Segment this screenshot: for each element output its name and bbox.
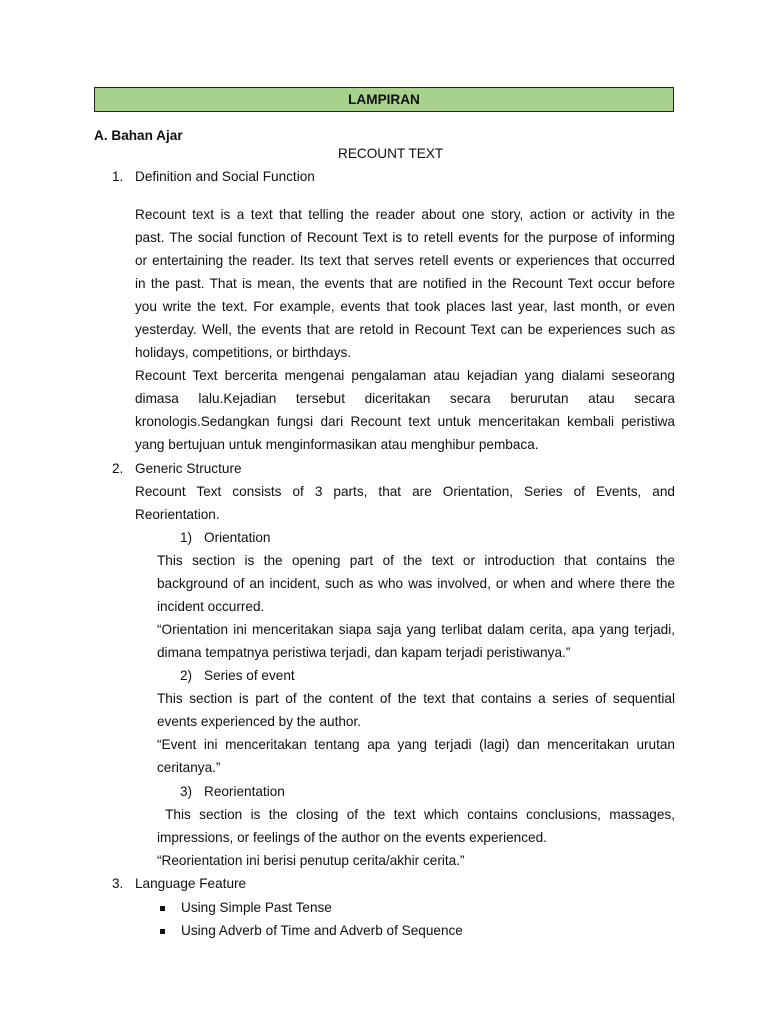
bullet-square-icon [160,929,165,934]
text-line: This section is the closing of the text which contains conclusions, massages, [157,807,675,822]
header-title: LAMPIRAN [348,92,420,107]
item-number: 1. [112,169,124,184]
sub-number: 1) [180,530,193,545]
item-number: 3. [112,876,124,891]
text-line: Recount Text consists of 3 parts, that are Orientation, Series of Events, and [135,484,675,499]
text-line: dimasa lalu.Kejadian tersebut diceritakan secara berurutan atau secara [135,391,675,406]
text-line: in the past. That is mean, the events that are notified in the Recount Text occur before [135,276,675,291]
text-line: past. The social function of Recount Text is to retell events for the purpose of informing [135,230,675,245]
text-line: This section is the opening part of the text or introduction that contains the [157,553,675,568]
text-line: yang bertujuan untuk menginformasikan atau menghibur pembaca. [135,437,539,452]
bullet-text: Using Adverb of Time and Adverb of Sequence [181,923,463,938]
sub-heading: Reorientation [204,784,285,799]
text-line: Reorientation. [135,507,220,522]
sub-heading: Series of event [204,668,295,683]
paragraph-english [135,203,675,364]
text-line: yesterday. Well, the events that are retold in Recount Text can be experiences such as [135,322,675,337]
text-line: “Orientation ini menceritakan siapa saja yang terlibat dalam cerita, apa yang terjadi, [157,622,675,637]
bullet-item [181,923,463,938]
text-line: kronologis.Sedangkan fungsi dari Recount text untuk menceritakan kembali peristiwa [135,414,675,429]
sub-number: 3) [180,784,193,799]
section-label: A. Bahan Ajar [94,128,183,143]
text-line: incident occurred. [157,599,265,614]
item-number: 2. [112,461,124,476]
text-line: Recount text is a text that telling the reader about one story, action or activity in the [135,207,675,222]
text-line: or entertaining the reader. Its text that serves retell events or experiences that occurred [135,253,675,268]
text-line: This section is part of the content of the text that contains a series of sequential [157,691,675,706]
sub-paragraph [157,549,675,664]
text-line: dimana tempatnya peristiwa terjadi, dan kapam terjadi peristiwanya.” [157,645,571,660]
text-line: you write the text. For example, events that took places last year, last month, or even [135,299,675,314]
document-title: RECOUNT TEXT [338,146,444,161]
sub-heading: Orientation [204,530,271,545]
paragraph-intro [135,480,675,526]
paragraph-indonesian [135,364,675,456]
text-line: holidays, competitions, or birthdays. [135,345,352,360]
item-heading: Generic Structure [135,461,242,476]
text-line: ceritanya.” [157,760,221,775]
bullet-text: Using Simple Past Tense [181,900,332,915]
sub-paragraph [157,803,675,872]
text-line: events experienced by the author. [157,714,362,729]
bullet-item [181,900,332,915]
text-line: impressions, or feelings of the author on the events experienced. [157,830,547,845]
text-line: “Reorientation ini berisi penutup cerita/akhir cerita.” [157,853,465,868]
text-line: Recount Text bercerita mengenai pengalaman atau kejadian yang dialami seseorang [135,368,675,383]
item-heading: Language Feature [135,876,247,891]
sub-number: 2) [180,668,193,683]
item-heading: Definition and Social Function [135,169,315,184]
bullet-square-icon [160,906,165,911]
text-line: “Event ini menceritakan tentang apa yang terjadi (lagi) dan menceritakan urutan [157,737,675,752]
text-line: background of an incident, such as who was involved, or when and where there the [157,576,675,591]
sub-paragraph [157,687,675,779]
header-title-box [94,87,674,112]
